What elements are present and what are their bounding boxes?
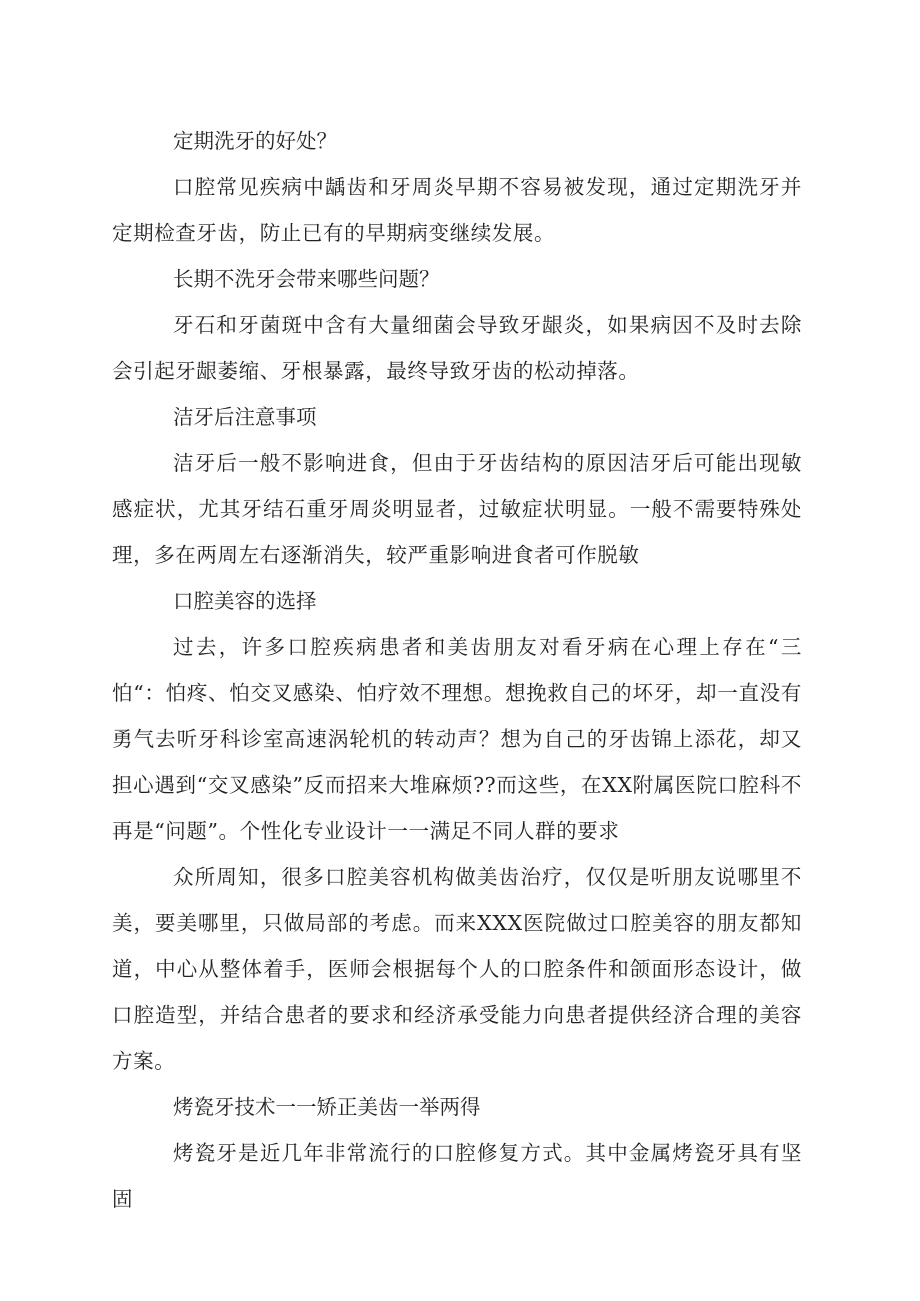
paragraph-porcelain-teeth: 烤瓷牙是近几年非常流行的口腔修复方式。其中金属烤瓷牙具有坚固 [112,1141,802,1211]
paragraph-after-cleaning-notes: 洁牙后一般不影响进食，但由于牙齿结构的原因洁牙后可能出现敏感症状，尤其牙结石重牙周炎明显者，过敏症状明显。一般不需要特殊处理，多在两周左右逐渐消失，较严重影响进食者可作脱敏 [112,451,802,567]
section-heading-after-cleaning-notes: 洁牙后注意事项 [173,405,317,429]
section-heading-porcelain-teeth: 烤瓷牙技术一一矫正美齿一举两得 [173,1095,481,1119]
section-heading-cosmetic-choice: 口腔美容的选择 [173,589,317,613]
section-heading-no-cleaning-problems: 长期不洗牙会带来哪些问题？ [173,267,440,291]
section-heading-cleaning-benefits: 定期洗牙的好处？ [173,129,337,153]
paragraph-cleaning-benefits: 口腔常见疾病中龋齿和牙周炎早期不容易被发现，通过定期洗牙并定期检查牙齿，防止已有的早期病变继续发展。 [112,175,802,245]
paragraph-no-cleaning-problems: 牙石和牙菌斑中含有大量细菌会导致牙龈炎，如果病因不及时去除会引起牙龈萎缩、牙根暴露，最终导致牙齿的松动掉落。 [112,313,802,383]
paragraph-holistic-design: 众所周知，很多口腔美容机构做美齿治疗，仅仅是听朋友说哪里不美，要美哪里，只做局部的考虑。而来XXX医院做过口腔美容的朋友都知道，中心从整体着手，医师会根据每个人的口腔条件和颌面形态设计，做口腔造型，并结合患者的要求和经济承受能力向患者提供经济合理的美容方案。 [112,865,802,1073]
paragraph-cosmetic-choice: 过去，许多口腔疾病患者和美齿朋友对看牙病在心理上存在“三怕“：怕疼、怕交叉感染、怕疗效不理想。想挽救自己的坏牙，却一直没有勇气去听牙科诊室高速涡轮机的转动声？想为自己的牙齿锦上添花，却又担心遇到“交叉感染”反而招来大堆麻烦??而这些，在XX附属医院口腔科不再是“问题”。个性化专业设计一一满足不同人群的要求 [112,635,802,843]
document-body [112,118,802,1222]
